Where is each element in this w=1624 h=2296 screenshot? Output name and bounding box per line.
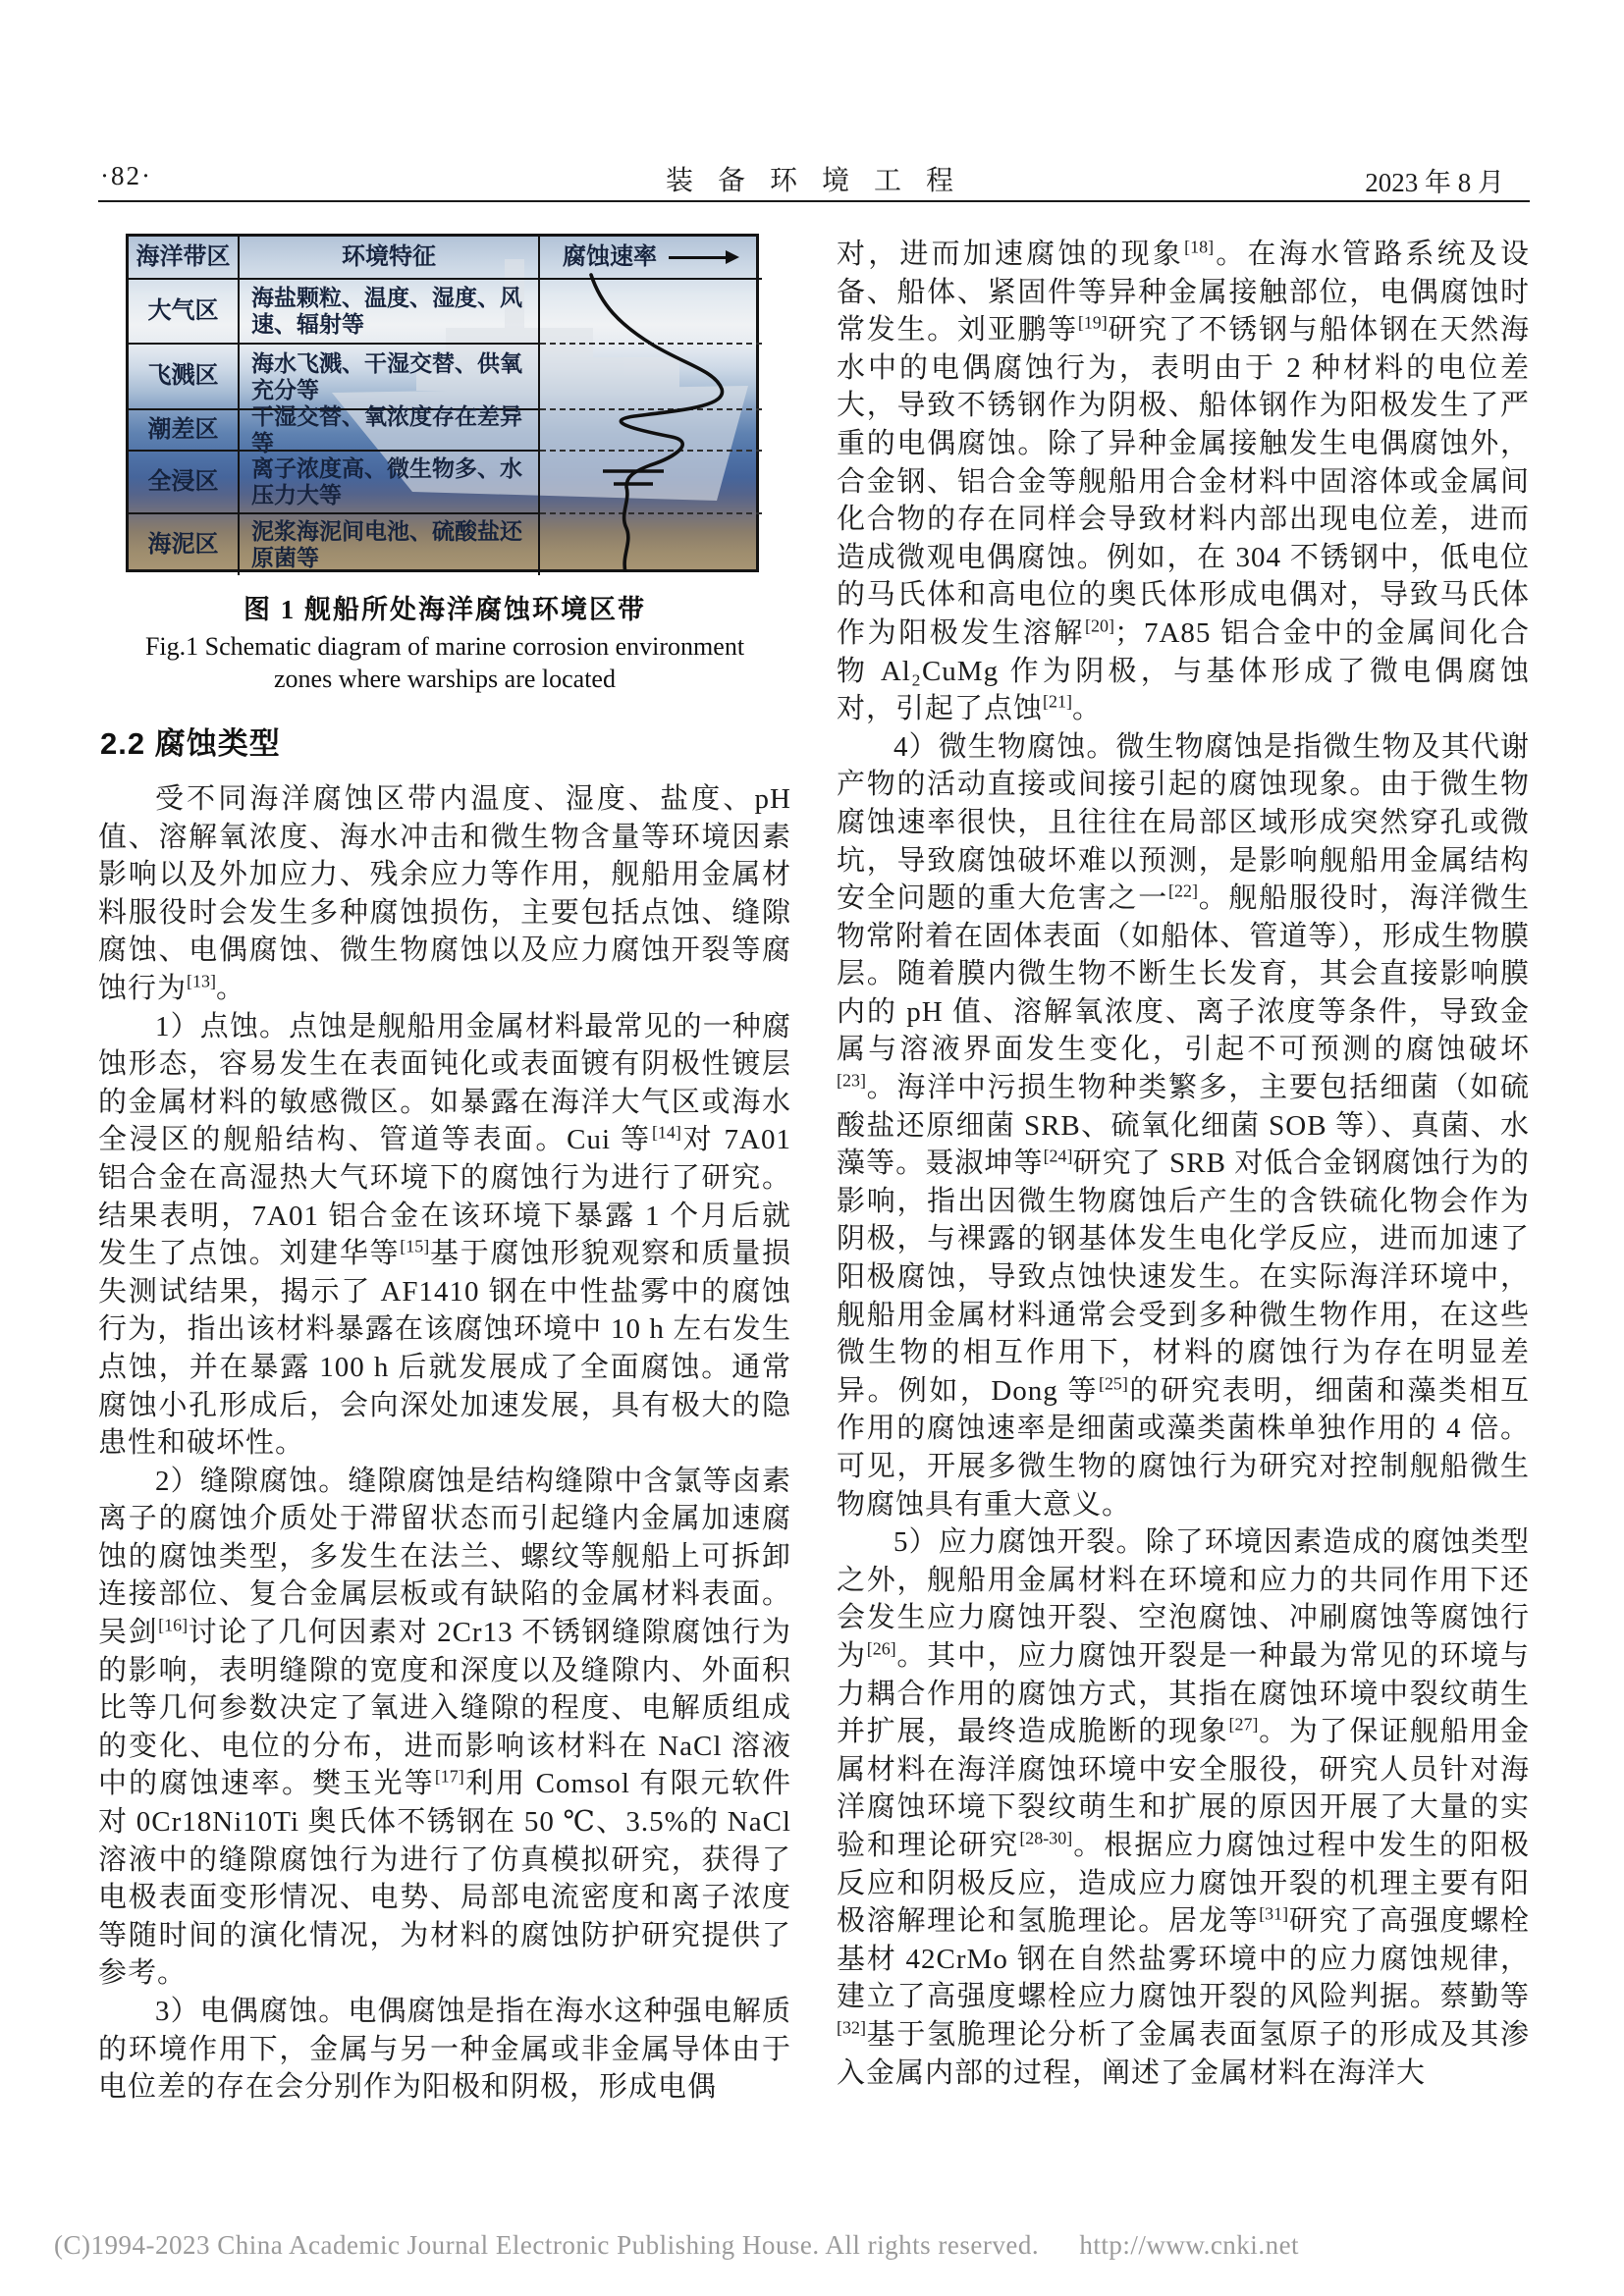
zone-cell: 飞溅区 — [129, 345, 240, 410]
left-column — [98, 234, 791, 2192]
paragraph: 3）电偶腐蚀。电偶腐蚀是指在海水这种强电解质的环境作用下，金属与另一种金属或非金属导体由于电位差的存在会分别作为阳极和阴极，形成电偶 — [98, 1996, 791, 2104]
right-column — [837, 236, 1530, 2194]
journal-title: 装 备 环 境 工 程 — [665, 166, 962, 196]
footer — [54, 2230, 1299, 2261]
zone-cell: 全浸区 — [129, 452, 240, 514]
zone-cell: 潮差区 — [129, 410, 240, 452]
paragraph: 1）点蚀。点蚀是舰船用金属材料最常见的一种腐蚀形态，容易发生在表面钝化或表面镀有阴极性镀层的金属材料的敏感微区。如暴露在海洋大气区或海水全浸区的舰船结构、管道等表面。Cui 等[14]对 7A01 铝合金在高湿热大气环境下的腐蚀行为进行了研究。结果表明，7A01 铝合金在该环境下暴露 1 个月后就发生了点蚀。刘建华等[15]基于腐蚀形貌观察和质量损失测试结果，揭示了 AF1410 钢在中性盐雾中的腐蚀行为，指出该材料暴露在该腐蚀环境中 10 h 左右发生点蚀，并在暴露 100 h 后就发展成了全面腐蚀。通常腐蚀小孔形成后，会向深处加速发展，具有极大的隐患性和破坏性。 — [98, 1010, 791, 1460]
table-header-features: 环境特征 — [240, 237, 540, 280]
feature-cell: 离子浓度高、微生物多、水压力大等 — [240, 452, 540, 514]
feature-cell: 海盐颗粒、温度、湿度、风速、辐射等 — [240, 280, 540, 345]
rate-label: 腐蚀速率 — [563, 243, 657, 270]
feature-cell: 泥浆海泥间电池、硫酸盐还原菌等 — [240, 514, 540, 575]
caption-en-line1: Fig.1 Schematic diagram of marine corrosion environment — [144, 632, 745, 661]
header-rule — [98, 200, 1530, 202]
figure-caption-en — [98, 630, 791, 695]
copyright-text: (C)1994-2023 China Academic Journal Electronic Publishing House. All rights reserved. — [54, 2230, 1040, 2260]
paragraph: 对，进而加速腐蚀的现象[18]。在海水管路系统及设备、船体、紧固件等异种金属接触部位，电偶腐蚀时常发生。刘亚鹏等[19]研究了不锈钢与船体钢在天然海水中的电偶腐蚀行为，表明由于 2 种材料的电位差大，导致不锈钢作为阴极、船体钢作为阳极发生了严重的电偶腐蚀。除了异种金属接触发生电偶腐蚀外，合金钢、铝合金等舰船用合金材料中固溶体或金属间化合物的存在同样会导致材料内部出现电位差，进而造成微观电偶腐蚀。例如，在 304 不锈钢中，低电位的马氏体和高电位的奥氏体形成电偶对，导致马氏体作为阳极发生溶解[20]；7A85 铝合金中的金属间化合物 Al₂CuMg 作为阴极，与基体形成了微电偶腐蚀对，引起了点蚀[21]。 — [837, 237, 1530, 725]
paragraph: 2）缝隙腐蚀。缝隙腐蚀是结构缝隙中含氯等卤素离子的腐蚀介质处于滞留状态而引起缝内金属加速腐蚀的腐蚀类型，多发生在法兰、螺纹等舰船上可拆卸连接部位、复合金属层板或有缺陷的金属材料表面。吴剑[16]讨论了几何因素对 2Cr13 不锈钢缝隙腐蚀行为的影响，表明缝隙的宽度和深度以及缝隙内、外面积比等几何参数决定了氧进入缝隙的程度、电解质组成的变化、电位的分布，进而影响该材料在 NaCl 溶液中的腐蚀速率。樊玉光等[17]利用 Comsol 有限元软件对 0Cr18Ni10Ti 奥氏体不锈钢在 50 ℃、3.5%的 NaCl 溶液中的缝隙腐蚀行为进行了仿真模拟研究，获得了电极表面变形情况、电势、局部电流密度和离子浓度等随时间的演化情况，为材料的腐蚀防护研究提供了参考。 — [98, 1465, 791, 1990]
paragraph: 受不同海洋腐蚀区带内温度、湿度、盐度、pH值、溶解氧浓度、海水冲击和微生物含量等环境因素影响以及外加应力、残余应力等作用，舰船用金属材料服役时会发生多种腐蚀损伤，主要包括点蚀、缝隙腐蚀、电偶腐蚀、微生物腐蚀以及应力腐蚀开裂等腐蚀行为[13]。 — [98, 783, 791, 1004]
issue-date: 2023 年 8 月 — [1365, 168, 1504, 197]
figure-1 — [126, 234, 759, 572]
feature-cell: 干湿交替、氧浓度存在差异等 — [240, 410, 540, 452]
caption-en-line2: zones where warships are located — [274, 665, 616, 693]
section-heading: 2.2 腐蚀类型 — [100, 726, 281, 761]
zone-cell: 海泥区 — [129, 514, 240, 575]
paragraph: 5）应力腐蚀开裂。除了环境因素造成的腐蚀类型之外，舰船用金属材料在环境和应力的共同作用下还会发生应力腐蚀开裂、空泡腐蚀、冲刷腐蚀等腐蚀行为[26]。其中，应力腐蚀开裂是一种最为常见的环境与力耦合作用的腐蚀方式，其指在腐蚀环境中裂纹萌生并扩展，最终造成脆断的现象[27]。为了保证舰船用金属材料在海洋腐蚀环境中安全服役，研究人员针对海洋腐蚀环境下裂纹萌生和扩展的原因开展了大量的实验和理论研究[28-30]。根据应力腐蚀过程中发生的阳极反应和阴极反应，造成应力腐蚀开裂的机理主要有阳极溶解理论和氢脆理论。居龙等[31]研究了高强度螺栓基材 42CrMo 钢在自然盐雾环境中的应力腐蚀规律，建立了高强度螺栓应力腐蚀开裂的风险判据。蔡勤等[32]基于氢脆理论分析了金属表面氢原子的形成及其渗入金属内部的过程，阐述了金属材料在海洋大 — [837, 1526, 1530, 2089]
table-header-zone: 海洋带区 — [129, 237, 240, 280]
page-number: ·82· — [100, 161, 152, 190]
zone-cell: 大气区 — [129, 280, 240, 345]
corrosion-rate-curve — [126, 234, 759, 572]
paragraph: 4）微生物腐蚀。微生物腐蚀是指微生物及其代谢产物的活动直接或间接引起的腐蚀现象。由于微生物腐蚀速率很快，且往往在局部区域形成突然穿孔或微坑，导致腐蚀破坏难以预测，是影响舰船用金属结构安全问题的重大危害之一[22]。舰船服役时，海洋微生物常附着在固体表面（如船体、管道等），形成生物膜层。随着膜内微生物不断生长发育，其会直接影响膜内的 pH 值、溶解氧浓度、离子浓度等条件，导致金属与溶液界面发生变化，引起不可预测的腐蚀破坏[23]。海洋中污损生物种类繁多，主要包括细菌（如硫酸盐还原细菌 SRB、硫氧化细菌 SOB 等）、真菌、水藻等。聂淑坤等[24]研究了 SRB 对低合金钢腐蚀行为的影响，指出因微生物腐蚀后产生的含铁硫化物会作为阴极，与裸露的钢基体发生电化学反应，进而加速了阳极腐蚀，导致点蚀快速发生。在实际海洋环境中，舰船用金属材料通常会受到多种微生物作用，在这些微生物的相互作用下，材料的腐蚀行为存在明显差异。例如，Dong 等[25]的研究表明，细菌和藻类相互作用的腐蚀速率是细菌或藻类菌株单独作用的 4 倍。可见，开展多微生物的腐蚀行为研究对控制舰船微生物腐蚀具有重大意义。 — [837, 730, 1530, 1521]
feature-cell: 海水飞溅、干湿交替、供氧充分等 — [240, 345, 540, 410]
figure-caption-zh: 图 1 舰船所处海洋腐蚀环境区带 — [244, 595, 646, 624]
running-head — [98, 157, 1530, 196]
cnki-url: http://www.cnki.net — [1079, 2230, 1300, 2260]
